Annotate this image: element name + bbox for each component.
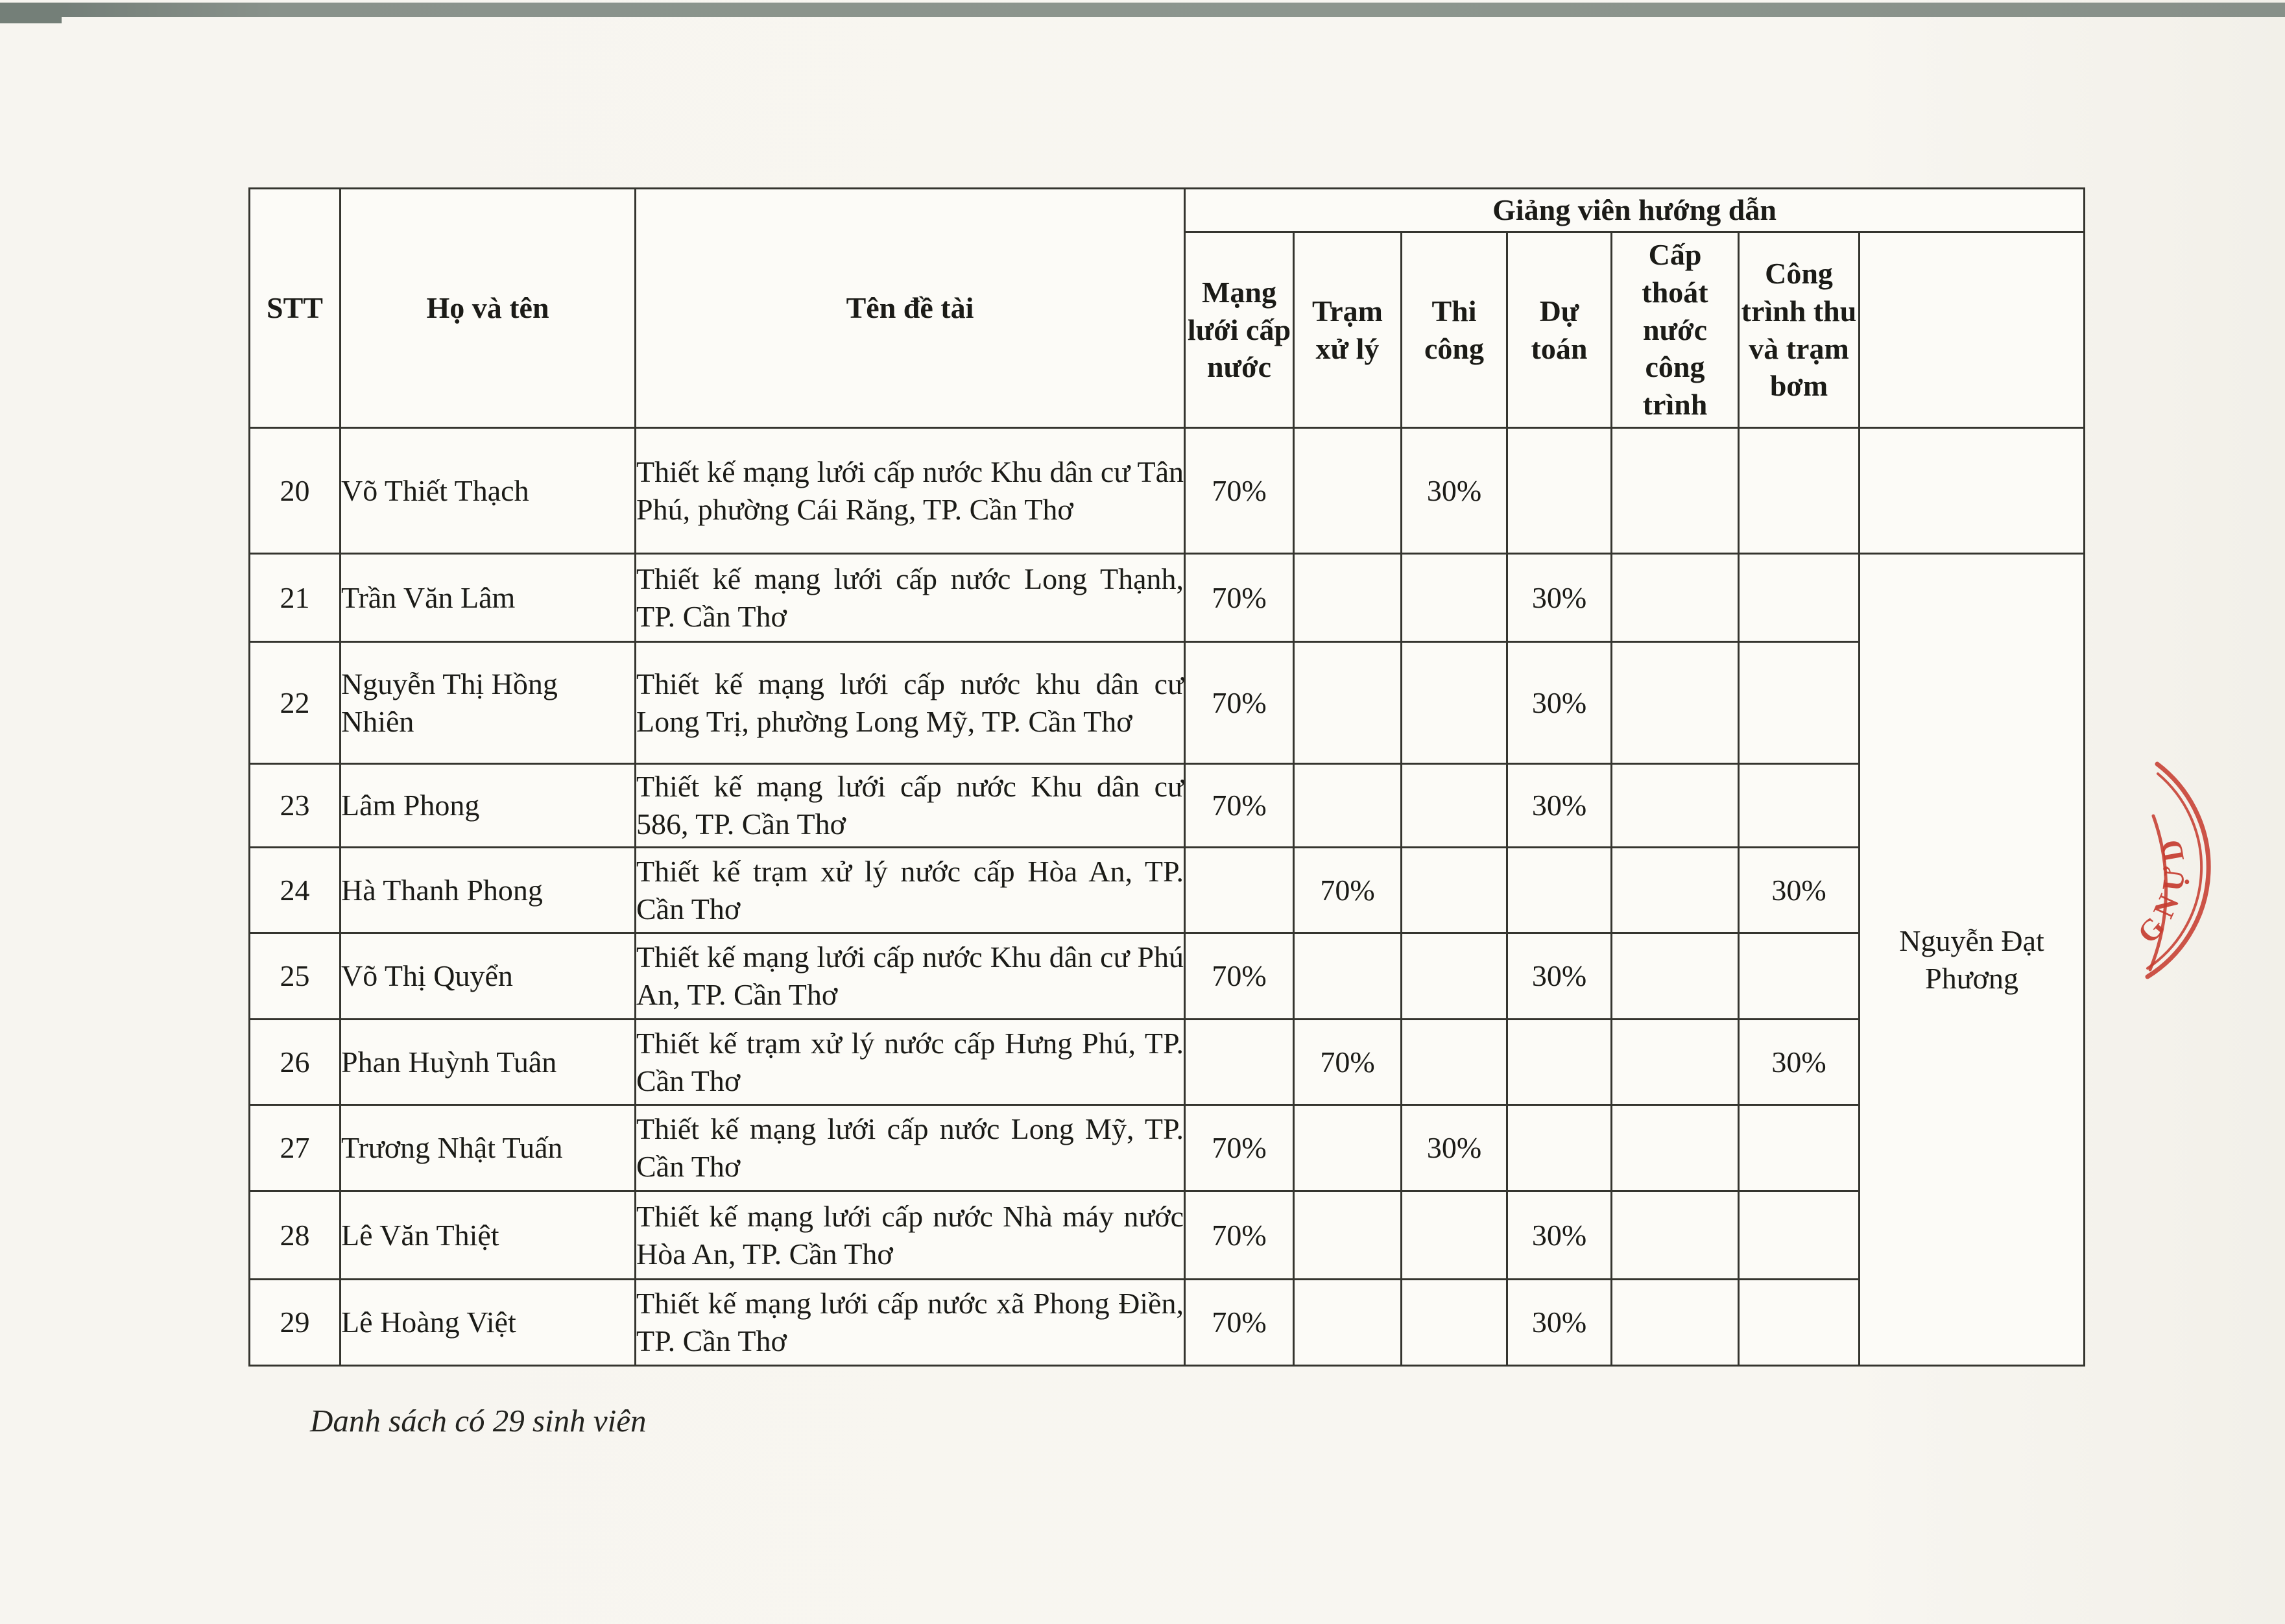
topic-cell: Thiết kế mạng lưới cấp nước Nhà máy nước Hòa An, TP. Cần Thơ <box>636 1191 1185 1280</box>
topic-cell: Thiết kế mạng lưới cấp nước Khu dân cư 586, TP. Cần Thơ <box>636 764 1185 848</box>
pct-estimate: 30% <box>1507 764 1612 848</box>
stt-cell: 28 <box>250 1191 341 1280</box>
pct-drainage-works <box>1612 428 1739 554</box>
pct-estimate <box>1507 1020 1612 1105</box>
stt-cell: 27 <box>250 1105 341 1191</box>
pct-water-network: 70% <box>1185 933 1294 1020</box>
student-count-note: Danh sách có 29 sinh viên <box>310 1403 647 1439</box>
student-name-cell: Trương Nhật Tuấn <box>341 1105 636 1191</box>
pct-water-network: 70% <box>1185 764 1294 848</box>
pct-water-network <box>1185 1020 1294 1105</box>
pct-construction <box>1402 1280 1507 1366</box>
pct-estimate <box>1507 1105 1612 1191</box>
stt-cell: 24 <box>250 848 341 933</box>
scan-edge-bar <box>0 3 2285 17</box>
student-name-cell: Lê Văn Thiệt <box>341 1191 636 1280</box>
pct-drainage-works <box>1612 1191 1739 1280</box>
col-header-construction: Thi công <box>1402 232 1507 428</box>
table-row <box>250 642 2085 764</box>
pct-intake-pump: 30% <box>1739 848 1860 933</box>
pct-construction <box>1402 1191 1507 1280</box>
student-name-cell: Phan Huỳnh Tuân <box>341 1020 636 1105</box>
stamp-letter: N <box>2146 889 2186 923</box>
student-name-cell: Nguyễn Thị Hồng Nhiên <box>341 642 636 764</box>
table-row <box>250 1280 2085 1366</box>
pct-intake-pump <box>1739 642 1860 764</box>
table-row <box>250 1191 2085 1280</box>
pct-intake-pump <box>1739 428 1860 554</box>
table-row <box>250 428 2085 554</box>
pct-drainage-works <box>1612 642 1739 764</box>
supervisor-cell: Nguyễn Đạt Phương <box>1860 554 2085 1366</box>
pct-drainage-works <box>1612 1105 1739 1191</box>
student-name-cell: Lê Hoàng Việt <box>341 1280 636 1366</box>
topic-cell: Thiết kế mạng lưới cấp nước Khu dân cư Tân Phú, phường Cái Răng, TP. Cần Thơ <box>636 428 1185 554</box>
pct-water-network: 70% <box>1185 554 1294 642</box>
col-header-name: Họ và tên <box>341 189 636 428</box>
group-header-row <box>250 189 2085 232</box>
scan-edge-bar-corner <box>0 3 62 23</box>
stt-cell: 20 <box>250 428 341 554</box>
topic-cell: Thiết kế mạng lưới cấp nước Long Mỹ, TP. Cần Thơ <box>636 1105 1185 1191</box>
col-header-drainage-works: Cấp thoát nước công trình <box>1612 232 1739 428</box>
col-header-supervisor-name <box>1860 232 2085 428</box>
pct-treatment-plant <box>1294 1280 1402 1366</box>
pct-treatment-plant <box>1294 764 1402 848</box>
supervisor-cell-empty <box>1860 428 2085 554</box>
pct-water-network: 70% <box>1185 1105 1294 1191</box>
student-name-cell: Trần Văn Lâm <box>341 554 636 642</box>
pct-intake-pump <box>1739 1280 1860 1366</box>
pct-intake-pump: 30% <box>1739 1020 1860 1105</box>
student-name-cell: Võ Thiết Thạch <box>341 428 636 554</box>
pct-intake-pump <box>1739 933 1860 1020</box>
student-name-cell: Hà Thanh Phong <box>341 848 636 933</box>
pct-treatment-plant <box>1294 554 1402 642</box>
topic-cell: Thiết kế mạng lưới cấp nước Khu dân cư Phú An, TP. Cần Thơ <box>636 933 1185 1020</box>
topic-cell: Thiết kế trạm xử lý nước cấp Hưng Phú, TP. Cần Thơ <box>636 1020 1185 1105</box>
stamp-letter: Ự <box>2155 865 2192 893</box>
pct-estimate: 30% <box>1507 642 1612 764</box>
stamp-letter: D <box>2154 837 2191 865</box>
pct-estimate: 30% <box>1507 554 1612 642</box>
stt-cell: 22 <box>250 642 341 764</box>
red-stamp-partial <box>2030 720 2285 1057</box>
table-row <box>250 1105 2085 1191</box>
table-row <box>250 764 2085 848</box>
pct-construction: 30% <box>1402 428 1507 554</box>
pct-estimate: 30% <box>1507 1280 1612 1366</box>
table-row <box>250 554 2085 642</box>
pct-treatment-plant <box>1294 1105 1402 1191</box>
pct-construction <box>1402 764 1507 848</box>
pct-construction <box>1402 848 1507 933</box>
pct-construction: 30% <box>1402 1105 1507 1191</box>
pct-intake-pump <box>1739 554 1860 642</box>
stt-cell: 29 <box>250 1280 341 1366</box>
pct-treatment-plant <box>1294 1191 1402 1280</box>
pct-drainage-works <box>1612 1020 1739 1105</box>
pct-water-network <box>1185 848 1294 933</box>
pct-water-network: 70% <box>1185 428 1294 554</box>
table-row <box>250 1020 2085 1105</box>
pct-drainage-works <box>1612 848 1739 933</box>
stt-cell: 23 <box>250 764 341 848</box>
pct-intake-pump <box>1739 1105 1860 1191</box>
pct-drainage-works <box>1612 933 1739 1020</box>
pct-estimate <box>1507 428 1612 554</box>
pct-drainage-works <box>1612 764 1739 848</box>
pct-estimate: 30% <box>1507 1191 1612 1280</box>
pct-treatment-plant: 70% <box>1294 1020 1402 1105</box>
pct-treatment-plant: 70% <box>1294 848 1402 933</box>
pct-treatment-plant <box>1294 428 1402 554</box>
pct-estimate <box>1507 848 1612 933</box>
pct-intake-pump <box>1739 1191 1860 1280</box>
col-group-header-supervisors: Giảng viên hướng dẫn <box>1185 189 2085 232</box>
pct-treatment-plant <box>1294 933 1402 1020</box>
stamp-letter: G <box>2131 910 2171 949</box>
topic-cell: Thiết kế mạng lưới cấp nước Long Thạnh, TP. Cần Thơ <box>636 554 1185 642</box>
pct-drainage-works <box>1612 554 1739 642</box>
pct-estimate: 30% <box>1507 933 1612 1020</box>
pct-water-network: 70% <box>1185 642 1294 764</box>
pct-drainage-works <box>1612 1280 1739 1366</box>
col-header-estimate: Dự toán <box>1507 232 1612 428</box>
student-topic-table <box>248 187 2085 1367</box>
student-name-cell: Lâm Phong <box>341 764 636 848</box>
table-row <box>250 848 2085 933</box>
col-header-stt: STT <box>250 189 341 428</box>
topic-cell: Thiết kế mạng lưới cấp nước khu dân cư Long Trị, phường Long Mỹ, TP. Cần Thơ <box>636 642 1185 764</box>
col-header-intake-pump-station: Công trình thu và trạm bơm <box>1739 232 1860 428</box>
table-row <box>250 933 2085 1020</box>
stt-cell: 25 <box>250 933 341 1020</box>
pct-treatment-plant <box>1294 642 1402 764</box>
pct-construction <box>1402 1020 1507 1105</box>
pct-construction <box>1402 554 1507 642</box>
stt-cell: 26 <box>250 1020 341 1105</box>
student-name-cell: Võ Thị Quyển <box>341 933 636 1020</box>
pct-water-network: 70% <box>1185 1280 1294 1366</box>
pct-construction <box>1402 642 1507 764</box>
topic-cell: Thiết kế mạng lưới cấp nước xã Phong Điền, TP. Cần Thơ <box>636 1280 1185 1366</box>
col-header-topic: Tên đề tài <box>636 189 1185 428</box>
col-header-treatment-plant: Trạm xử lý <box>1294 232 1402 428</box>
col-header-water-network: Mạng lưới cấp nước <box>1185 232 1294 428</box>
pct-intake-pump <box>1739 764 1860 848</box>
topic-cell: Thiết kế trạm xử lý nước cấp Hòa An, TP. Cần Thơ <box>636 848 1185 933</box>
stt-cell: 21 <box>250 554 341 642</box>
pct-construction <box>1402 933 1507 1020</box>
pct-water-network: 70% <box>1185 1191 1294 1280</box>
